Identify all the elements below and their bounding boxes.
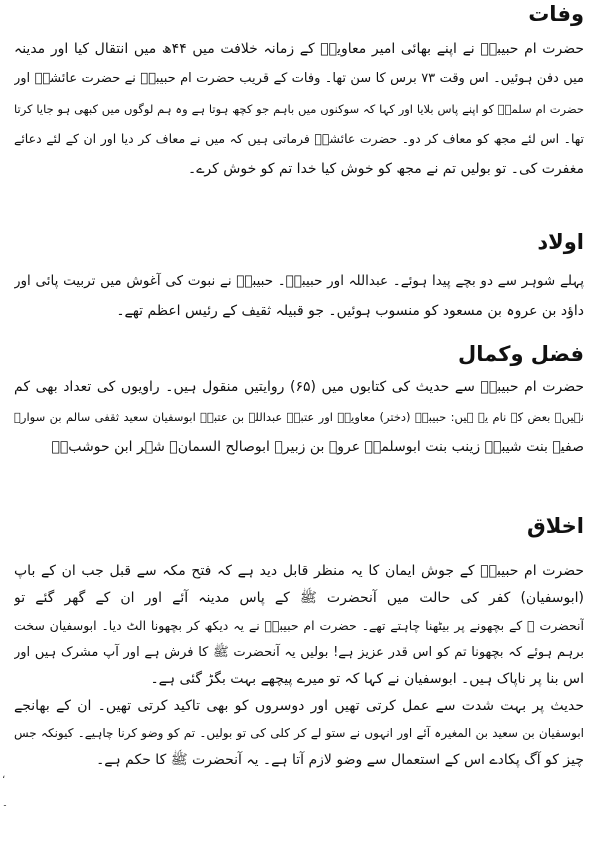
text-line: حضرت ام حبیبہؓ کے جوش ایمان کا یہ منظر قابل دید ہے کہ فتح مکہ سے قبل جب ان کے باپ (14, 563, 584, 579)
text-line: حدیث پر بہت شدت سے عمل کرتی تھیں اور دوسروں کو بھی تاکید کرتی تھیں۔ ان کے بھانجے (14, 698, 584, 714)
section-paragraph-akhlaq (14, 558, 584, 774)
section-paragraph-wafat (14, 34, 584, 184)
text-line: حضرت ام حبیبہؓ سے حدیث کی کتابوں میں (۶۵) روایتیں منقول ہیں۔ راویوں کی تعداد بھی کم (14, 379, 584, 395)
text-line: تھا۔ اس لئے مجھ کو معاف کر دو۔ حضرت عائشہؓ فرماتی ہیں کہ میں نے معاف کر دیا اور ان کے لئے دعائے (14, 131, 584, 146)
section-paragraph-fazl-o-kamal (14, 372, 584, 462)
text-line: نہیں۔ بعض کے نام یہ ہیں: حبیبہؓ (دختر) معاویہؓ اور عتبہؓ عبداللہ بن عتبہؓ ابوسفیان سعید ثقفی سالم بن سوارؓ (14, 410, 584, 424)
text-line: ابوسفیان بن سعید بن المغیرہ آئے اور انہوں نے ستو لے کر کلی کی تو بولیں۔ تم کو وضو کرنا چاہیے۔ کیونکہ جس (14, 726, 584, 740)
margin-mark: ، (2, 770, 6, 781)
text-line: حضرت ام سلمہؓ کو اپنے پاس بلایا اور کہا کہ سوکنوں میں باہم جو کچھ ہوتا ہے وہ ہم لوگوں میں کبھی ہو جایا کرتا (14, 102, 584, 116)
text-line: برہم ہوئے کہ بچھونا تم کو اس قدر عزیز ہے! بولیں یہ آنحضرت ﷺ کا فرش ہے اور آپ مشرک ہیں اور (14, 645, 584, 660)
section-heading-fazl-o-kamal: فضل وکمال (458, 342, 584, 366)
text-line: پہلے شوہر سے دو بچے پیدا ہوئے۔ عبداللہ اور حبیبہؓ۔ حبیبہؓ نے نبوت کی آغوش میں تربیت پائی اور (14, 273, 584, 289)
section-paragraph-aulad (14, 266, 584, 326)
text-line: (ابوسفیان) کفر کی حالت میں آنحضرت ﷺ کے پاس مدینہ آئے اور ان کے گھر گئے تو (14, 590, 584, 606)
margin-mark: ۔ (2, 798, 8, 809)
text-line: آنحضرت ﷺ کے بچھونے پر بیٹھنا چاہتے تھے۔ حضرت ام حبیبہؓ نے یہ دیکھ کر بچھونا الٹ دیا۔ ابوسفیان سخت (14, 618, 584, 633)
section-heading-akhlaq: اخلاق (526, 514, 584, 538)
text-line: مغفرت کی۔ تو بولیں تم نے مجھ کو خوش کیا خدا تم کو خوش کرے۔ (188, 161, 584, 177)
text-line: حضرت ام حبیبہؓ نے اپنے بھائی امیر معاویہؓ کے زمانہ خلافت میں ۴۴ھ میں انتقال کیا اور مدینہ (14, 41, 584, 57)
section-heading-aulad: اولاد (537, 230, 584, 254)
text-line: میں دفن ہوئیں۔ اس وقت ۷۳ برس کا سن تھا۔ وفات کے قریب حضرت ام حبیبہؓ نے حضرت عائشہؓ اور (14, 71, 584, 86)
text-line: داؤد بن عروہ بن مسعود کو منسوب ہوئیں۔ جو قبیلہ ثقیف کے رئیس اعظم تھے۔ (116, 303, 584, 319)
text-line: صفیہ بنت شیبہؓ زینب بنت ابوسلمہؓ عروہ بن زبیرؓ ابوصالح السمانؓ شہر ابن حوشبؓ۔ (51, 439, 584, 455)
section-heading-wafat: وفات (528, 2, 584, 26)
text-line: اس بنا پر ناپاک ہیں۔ ابوسفیان نے کہا کہ تو میرے پیچھے بہت بگڑ گئی ہے۔ (150, 671, 584, 687)
text-line: چیز کو آگ پکادے اس کے استعمال سے وضو لازم آتا ہے۔ یہ آنحضرت ﷺ کا حکم ہے۔ (96, 752, 584, 768)
